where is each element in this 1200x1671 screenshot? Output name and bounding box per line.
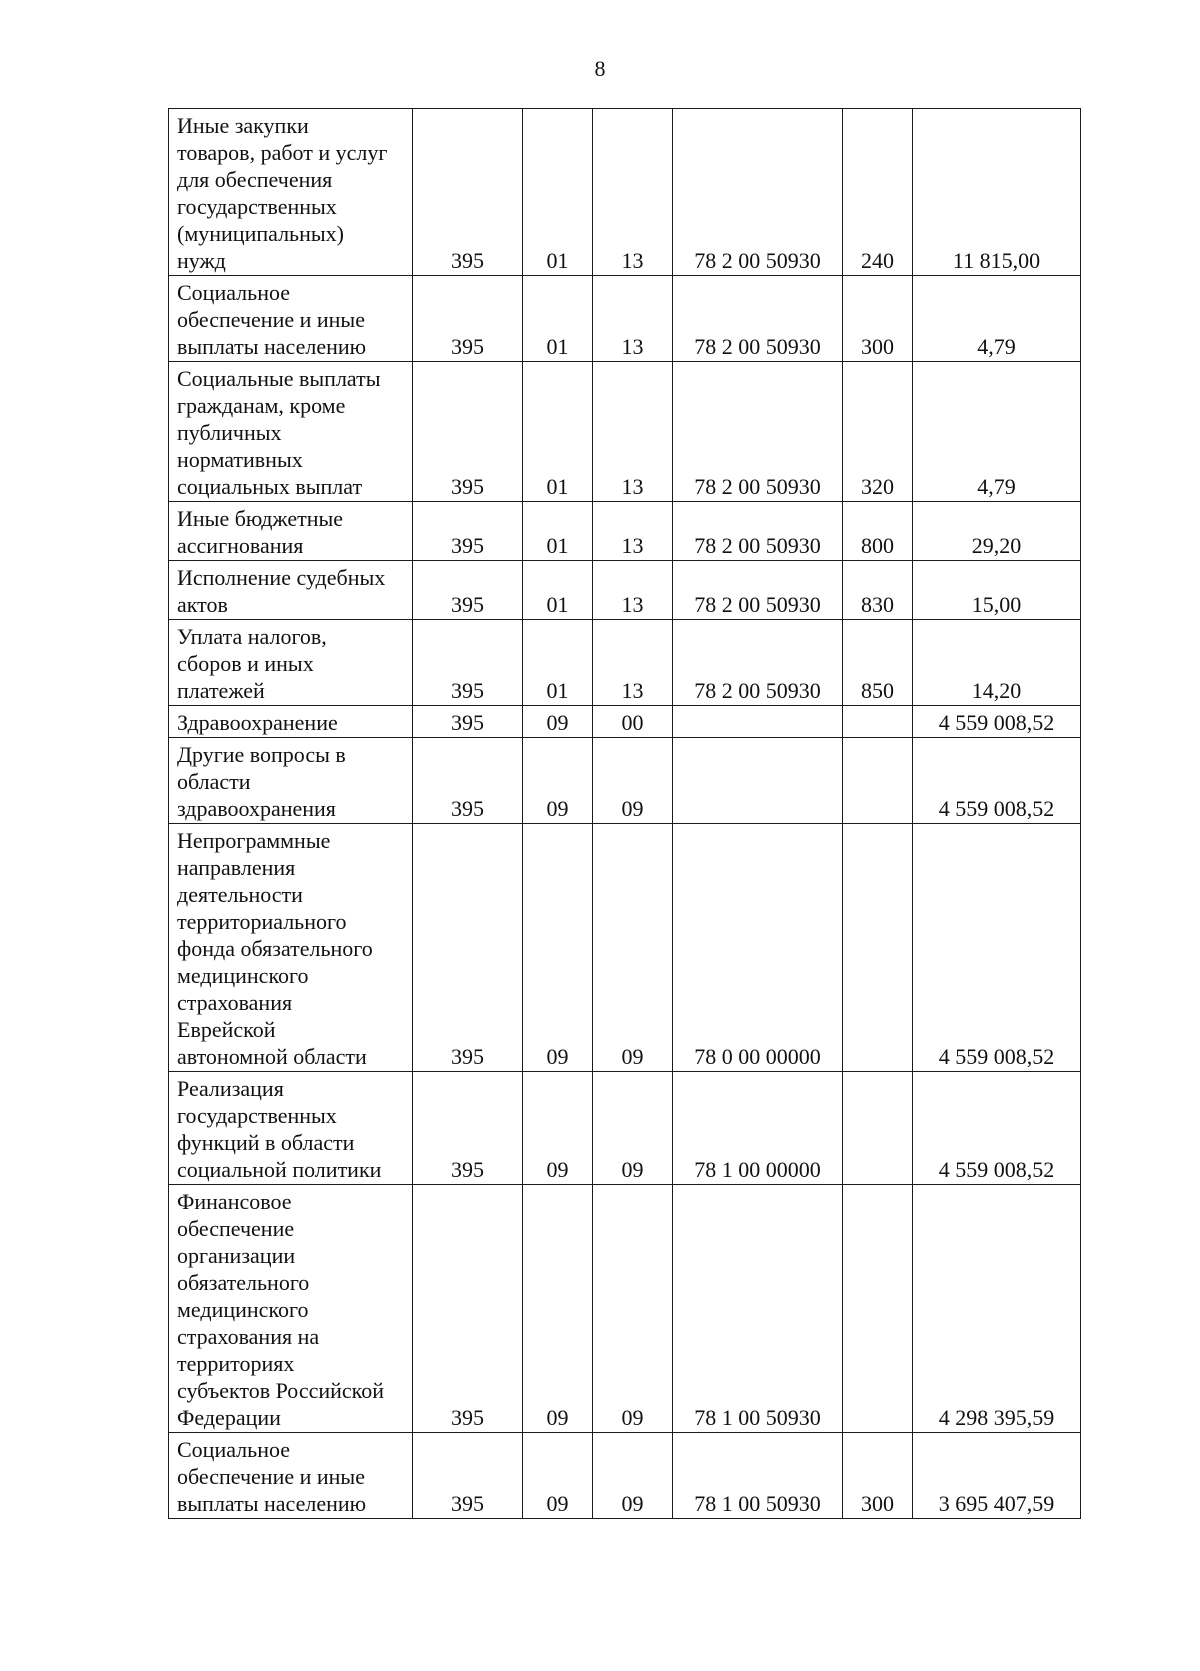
subsection-cell: 00 <box>593 706 673 738</box>
expense-name-line: фонда обязательного <box>177 936 373 961</box>
page-number: 8 <box>594 56 606 81</box>
table-body <box>169 109 1081 1519</box>
expense-type-cell <box>843 824 913 1072</box>
budget-table <box>168 108 1081 1519</box>
target-article-cell: 78 2 00 50930 <box>673 620 843 706</box>
table-row <box>169 362 1081 502</box>
table-row <box>169 502 1081 561</box>
expense-name-line: для обеспечения <box>177 167 333 192</box>
expense-name-line: Другие вопросы в <box>177 742 346 767</box>
expense-name-line: территориях <box>177 1351 295 1376</box>
expense-name-cell <box>169 738 413 824</box>
expense-name-line: выплаты населению <box>177 334 367 359</box>
expense-name-line: государственных <box>177 1103 337 1128</box>
target-article-cell <box>673 738 843 824</box>
section-cell: 01 <box>523 276 593 362</box>
subsection-cell: 13 <box>593 620 673 706</box>
target-article-cell: 78 1 00 00000 <box>673 1072 843 1185</box>
subsection-cell: 13 <box>593 561 673 620</box>
expense-name-line: субъектов Российской <box>177 1378 385 1403</box>
grbs-cell: 395 <box>413 502 523 561</box>
section-cell: 09 <box>523 1433 593 1519</box>
expense-type-cell: 800 <box>843 502 913 561</box>
expense-name-cell <box>169 1072 413 1185</box>
table-row <box>169 1185 1081 1433</box>
subsection-cell: 09 <box>593 1433 673 1519</box>
grbs-cell: 395 <box>413 738 523 824</box>
table-row <box>169 706 1081 738</box>
expense-name-line: Еврейской <box>177 1017 276 1042</box>
expense-name-line: области <box>177 769 251 794</box>
expense-name-line: государственных <box>177 194 337 219</box>
expense-name-line: медицинского <box>177 963 309 988</box>
grbs-cell: 395 <box>413 109 523 276</box>
amount-cell: 4,79 <box>913 276 1081 362</box>
section-cell: 01 <box>523 362 593 502</box>
grbs-cell: 395 <box>413 620 523 706</box>
expense-name-line: деятельности <box>177 882 303 907</box>
amount-cell: 4 559 008,52 <box>913 1072 1081 1185</box>
expense-name-line: гражданам, кроме <box>177 393 346 418</box>
amount-cell: 3 695 407,59 <box>913 1433 1081 1519</box>
grbs-cell: 395 <box>413 362 523 502</box>
expense-name-cell <box>169 824 413 1072</box>
grbs-cell: 395 <box>413 561 523 620</box>
target-article-cell: 78 1 00 50930 <box>673 1433 843 1519</box>
subsection-cell: 13 <box>593 109 673 276</box>
expense-name-line: страхования на <box>177 1324 320 1349</box>
section-cell: 01 <box>523 561 593 620</box>
expense-type-cell: 300 <box>843 1433 913 1519</box>
target-article-cell: 78 2 00 50930 <box>673 502 843 561</box>
amount-cell: 4 298 395,59 <box>913 1185 1081 1433</box>
expense-name-cell <box>169 276 413 362</box>
target-article-cell <box>673 706 843 738</box>
expense-name-line: Социальное <box>177 280 290 305</box>
expense-type-cell: 830 <box>843 561 913 620</box>
subsection-cell: 13 <box>593 276 673 362</box>
expense-name-line: Уплата налогов, <box>177 624 327 649</box>
grbs-cell: 395 <box>413 276 523 362</box>
expense-type-cell: 320 <box>843 362 913 502</box>
expense-name-cell <box>169 1433 413 1519</box>
expense-name-line: Финансовое <box>177 1189 292 1214</box>
target-article-cell: 78 2 00 50930 <box>673 109 843 276</box>
expense-name-line: направления <box>177 855 296 880</box>
expense-name-line: медицинского <box>177 1297 309 1322</box>
expense-name-line: организации <box>177 1243 296 1268</box>
expense-name-line: обеспечение и иные <box>177 1464 365 1489</box>
expense-name-line: актов <box>177 592 228 617</box>
grbs-cell: 395 <box>413 706 523 738</box>
section-cell: 01 <box>523 109 593 276</box>
subsection-cell: 09 <box>593 1072 673 1185</box>
table-row <box>169 824 1081 1072</box>
section-cell: 09 <box>523 1185 593 1433</box>
expense-name-line: Здравоохранение <box>177 710 338 735</box>
expense-name-line: страхования <box>177 990 293 1015</box>
section-cell: 01 <box>523 502 593 561</box>
target-article-cell: 78 2 00 50930 <box>673 362 843 502</box>
subsection-cell: 09 <box>593 1185 673 1433</box>
expense-name-line: обеспечение <box>177 1216 295 1241</box>
amount-cell: 11 815,00 <box>913 109 1081 276</box>
expense-type-cell <box>843 706 913 738</box>
expense-name-line: Реализация <box>177 1076 284 1101</box>
amount-cell: 15,00 <box>913 561 1081 620</box>
expense-name-line: территориального <box>177 909 347 934</box>
expense-name-line: Иные бюджетные <box>177 506 344 531</box>
expense-name-cell <box>169 620 413 706</box>
expense-name-line: социальных выплат <box>177 474 363 499</box>
expense-name-line: Исполнение судебных <box>177 565 386 590</box>
amount-cell: 4 559 008,52 <box>913 706 1081 738</box>
expense-name-line: Федерации <box>177 1405 281 1430</box>
expense-name-cell <box>169 502 413 561</box>
table-row <box>169 1433 1081 1519</box>
table-row <box>169 620 1081 706</box>
expense-type-cell <box>843 738 913 824</box>
grbs-cell: 395 <box>413 1433 523 1519</box>
expense-name-line: платежей <box>177 678 265 703</box>
expense-type-cell: 300 <box>843 276 913 362</box>
amount-cell: 29,20 <box>913 502 1081 561</box>
expense-name-line: сборов и иных <box>177 651 314 676</box>
expense-name-line: товаров, работ и услуг <box>177 140 388 165</box>
table-row <box>169 1072 1081 1185</box>
expense-name-cell <box>169 362 413 502</box>
amount-cell: 4,79 <box>913 362 1081 502</box>
expense-name-line: нормативных <box>177 447 303 472</box>
expense-name-line: Социальное <box>177 1437 290 1462</box>
amount-cell: 4 559 008,52 <box>913 824 1081 1072</box>
section-cell: 09 <box>523 706 593 738</box>
expense-name-line: публичных <box>177 420 282 445</box>
expense-name-line: ассигнования <box>177 533 304 558</box>
section-cell: 09 <box>523 738 593 824</box>
expense-name-line: здравоохранения <box>177 796 336 821</box>
expense-name-line: Социальные выплаты <box>177 366 381 391</box>
amount-cell: 14,20 <box>913 620 1081 706</box>
expense-name-line: обязательного <box>177 1270 310 1295</box>
expense-type-cell: 240 <box>843 109 913 276</box>
expense-name-cell <box>169 109 413 276</box>
section-cell: 09 <box>523 1072 593 1185</box>
section-cell: 09 <box>523 824 593 1072</box>
grbs-cell: 395 <box>413 1185 523 1433</box>
table-row <box>169 109 1081 276</box>
expense-type-cell <box>843 1185 913 1433</box>
expense-type-cell <box>843 1072 913 1185</box>
expense-type-cell: 850 <box>843 620 913 706</box>
table-row <box>169 738 1081 824</box>
expense-name-line: обеспечение и иные <box>177 307 365 332</box>
expense-name-line: социальной политики <box>177 1157 382 1182</box>
target-article-cell: 78 1 00 50930 <box>673 1185 843 1433</box>
grbs-cell: 395 <box>413 1072 523 1185</box>
expense-name-cell <box>169 561 413 620</box>
subsection-cell: 13 <box>593 502 673 561</box>
target-article-cell: 78 2 00 50930 <box>673 561 843 620</box>
table-row <box>169 561 1081 620</box>
expense-name-line: (муниципальных) <box>177 221 344 246</box>
section-cell: 01 <box>523 620 593 706</box>
table-row <box>169 276 1081 362</box>
target-article-cell: 78 2 00 50930 <box>673 276 843 362</box>
expense-name-line: выплаты населению <box>177 1491 367 1516</box>
amount-cell: 4 559 008,52 <box>913 738 1081 824</box>
expense-name-line: функций в области <box>177 1130 355 1155</box>
expense-name-cell <box>169 706 413 738</box>
expense-name-cell <box>169 1185 413 1433</box>
expense-name-line: автономной области <box>177 1044 367 1069</box>
target-article-cell: 78 0 00 00000 <box>673 824 843 1072</box>
subsection-cell: 09 <box>593 824 673 1072</box>
subsection-cell: 13 <box>593 362 673 502</box>
subsection-cell: 09 <box>593 738 673 824</box>
expense-name-line: Непрограммные <box>177 828 331 853</box>
grbs-cell: 395 <box>413 824 523 1072</box>
expense-name-line: нужд <box>177 248 226 273</box>
expense-name-line: Иные закупки <box>177 113 309 138</box>
